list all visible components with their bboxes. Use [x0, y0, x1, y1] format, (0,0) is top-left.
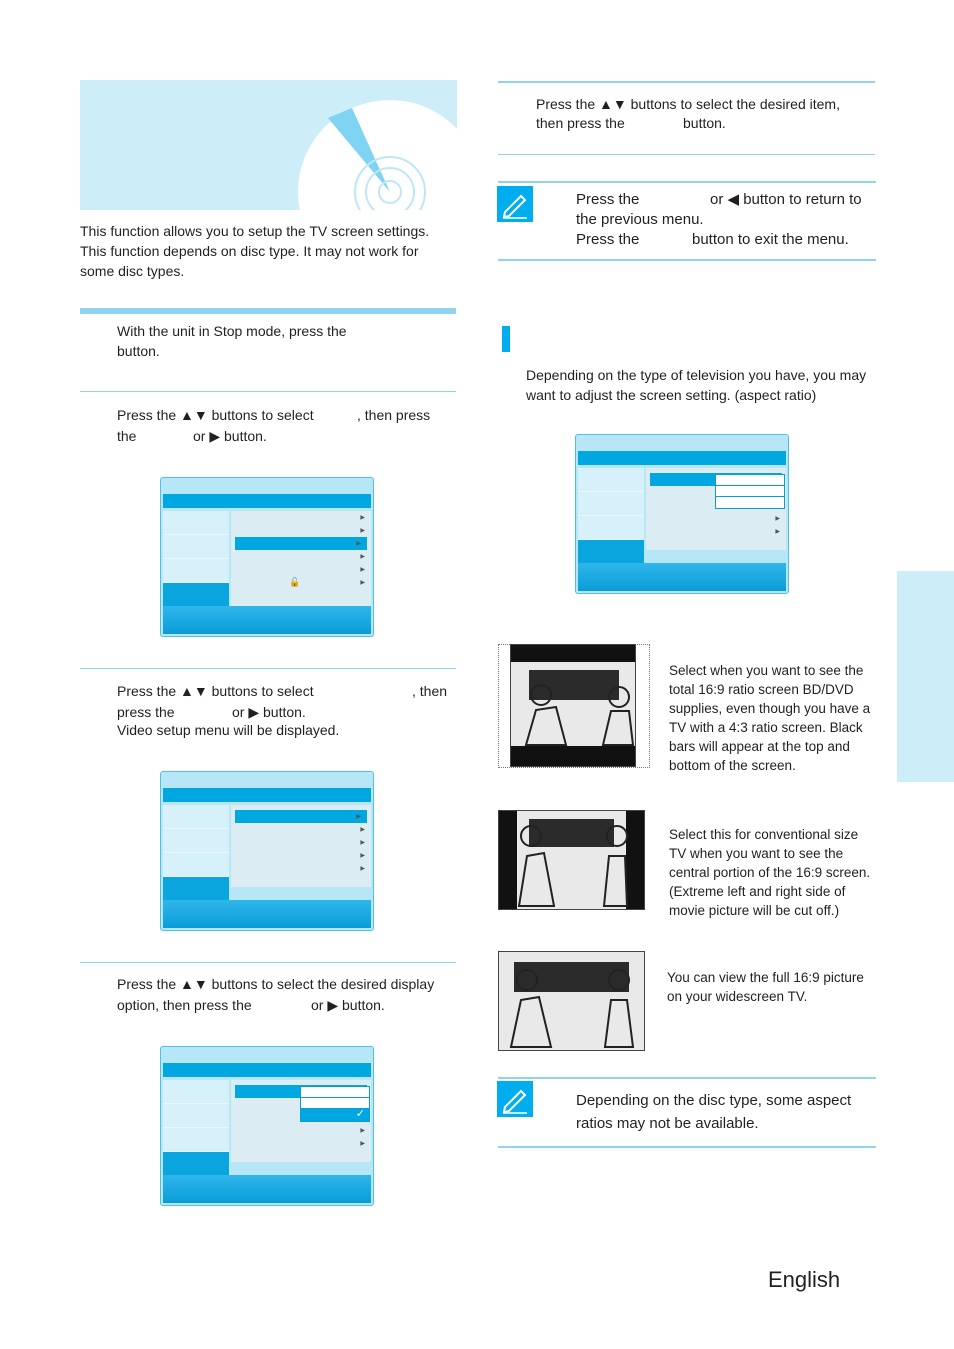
menu-sidebar	[578, 468, 644, 564]
page-language-label: English	[768, 1267, 841, 1292]
step4-text: or ▶ button.	[311, 997, 385, 1013]
step1-line: With the unit in Stop mode, press the	[117, 323, 347, 339]
step3-text: press the	[117, 704, 175, 720]
option2-line: Select this for conventional size	[669, 827, 859, 842]
music-note-icon	[163, 1104, 229, 1128]
step2-text: Press the ▲▼ buttons to select	[117, 407, 314, 423]
display-option-screen	[160, 1046, 374, 1206]
option2-line: TV when you want to see the	[669, 846, 844, 861]
intro-line: This function depends on disc type. It may not work for	[80, 243, 419, 259]
disc-menu-icon	[163, 511, 229, 535]
check-icon: ✓	[355, 1108, 365, 1120]
aspect-menu-screen	[575, 434, 789, 594]
photo-icon	[163, 853, 229, 877]
setup-disc-icon	[163, 1152, 229, 1176]
divider	[80, 391, 456, 392]
step4-text: Press the ▲▼ buttons to select the desired display	[117, 976, 435, 992]
option1-line: Select when you want to see the	[669, 663, 864, 678]
chapter-side-tab	[897, 571, 954, 782]
divider	[498, 1077, 876, 1079]
music-note-icon	[163, 829, 229, 853]
setup-disc-icon	[578, 540, 644, 564]
music-note-icon	[578, 492, 644, 516]
menu-header	[578, 451, 786, 465]
menu-sidebar	[163, 805, 229, 901]
menu-sidebar	[163, 1080, 229, 1176]
divider	[498, 1146, 876, 1148]
step2-text: , then press	[357, 407, 431, 423]
divider	[80, 962, 456, 963]
intro-line: This function allows you to setup the TV screen settings.	[80, 223, 430, 239]
disc-menu-icon	[163, 1080, 229, 1104]
option2-line: (Extreme left and right side of	[669, 884, 846, 899]
step3-text: Press the ▲▼ buttons to select	[117, 683, 314, 699]
step2-text: or ▶ button.	[193, 428, 267, 444]
panscan-image	[498, 810, 645, 910]
disc-menu-icon	[578, 468, 644, 492]
music-note-icon	[163, 535, 229, 559]
menu-panel: ▶ ▶ ▶ ▶ ▶	[231, 805, 371, 887]
divider	[498, 259, 876, 261]
step4-text: option, then press the	[117, 997, 252, 1013]
lock-icon: 🔓	[289, 577, 301, 587]
menu-sidebar	[163, 511, 229, 607]
pencil-note-icon	[497, 186, 533, 222]
note1-text: or ◀ button to return to	[710, 191, 862, 208]
divider	[80, 668, 456, 669]
letterbox-image	[510, 644, 636, 767]
option1-line: bars will appear at the top and	[669, 739, 850, 754]
divider	[80, 308, 456, 314]
note2-text: ratios may not be available.	[576, 1115, 759, 1132]
step5-text: button.	[683, 115, 726, 131]
option3-line: You can view the full 16:9 picture	[667, 970, 864, 985]
menu-panel: ▶ ▶	[231, 1080, 371, 1162]
menu-header	[163, 788, 371, 802]
option-popup	[300, 1086, 370, 1122]
step3-text: Video setup menu will be displayed.	[117, 722, 340, 738]
option1-line: supplies, even though you have a	[669, 701, 871, 716]
photo-icon	[163, 559, 229, 583]
option1-line: total 16:9 ratio screen BD/DVD	[669, 682, 854, 697]
section-marker	[502, 326, 510, 352]
step5-text: Press the ▲▼ buttons to select the desired item,	[536, 96, 840, 112]
option3-line: on your widescreen TV.	[667, 989, 808, 1004]
menu-footer	[163, 1175, 371, 1203]
disc-icon	[80, 80, 457, 210]
step2-text: the	[117, 428, 137, 444]
note1-text: the previous menu.	[576, 211, 704, 228]
option2-line: central portion of the 16:9 screen.	[669, 865, 871, 880]
option1-line: TV with a 4:3 ratio screen. Black	[669, 720, 863, 735]
option1-line: bottom of the screen.	[669, 758, 796, 773]
pencil-note-icon	[497, 1081, 533, 1117]
menu-footer	[163, 606, 371, 634]
aspect-intro-line: Depending on the type of television you have, you may	[526, 367, 867, 383]
step5-text: then press the	[536, 115, 625, 131]
photo-icon	[578, 516, 644, 540]
divider	[498, 81, 875, 83]
note1-text: button to exit the menu.	[692, 231, 849, 248]
divider	[498, 154, 875, 155]
menu-header	[163, 494, 371, 508]
menu-footer	[163, 900, 371, 928]
menu-footer	[578, 563, 786, 591]
video-setup-screen	[160, 771, 374, 931]
aspect-intro-line: want to adjust the screen setting. (aspect ratio)	[526, 387, 817, 403]
step1-line: button.	[117, 343, 160, 359]
intro-line: some disc types.	[80, 263, 185, 279]
divider	[498, 181, 876, 183]
option-popup	[715, 474, 785, 509]
header-banner	[80, 80, 457, 210]
note2-text: Depending on the disc type, some aspect	[576, 1092, 852, 1109]
note1-text: Press the	[576, 231, 640, 248]
menu-header	[163, 1063, 371, 1077]
menu-panel: ▶ ▶	[646, 468, 786, 550]
setup-disc-icon	[163, 583, 229, 607]
note1-text: Press the	[576, 191, 640, 208]
photo-icon	[163, 1128, 229, 1152]
wide-image	[498, 951, 645, 1051]
step3-text: or ▶ button.	[232, 704, 306, 720]
disc-menu-icon	[163, 805, 229, 829]
setup-disc-icon	[163, 877, 229, 901]
menu-panel: ▶ ▶ ▶ ▶ ▶ 🔓 ▶	[231, 511, 371, 606]
step3-text: , then	[412, 683, 448, 699]
option2-line: movie picture will be cut off.)	[669, 903, 840, 918]
setup-menu-screen	[160, 477, 374, 637]
